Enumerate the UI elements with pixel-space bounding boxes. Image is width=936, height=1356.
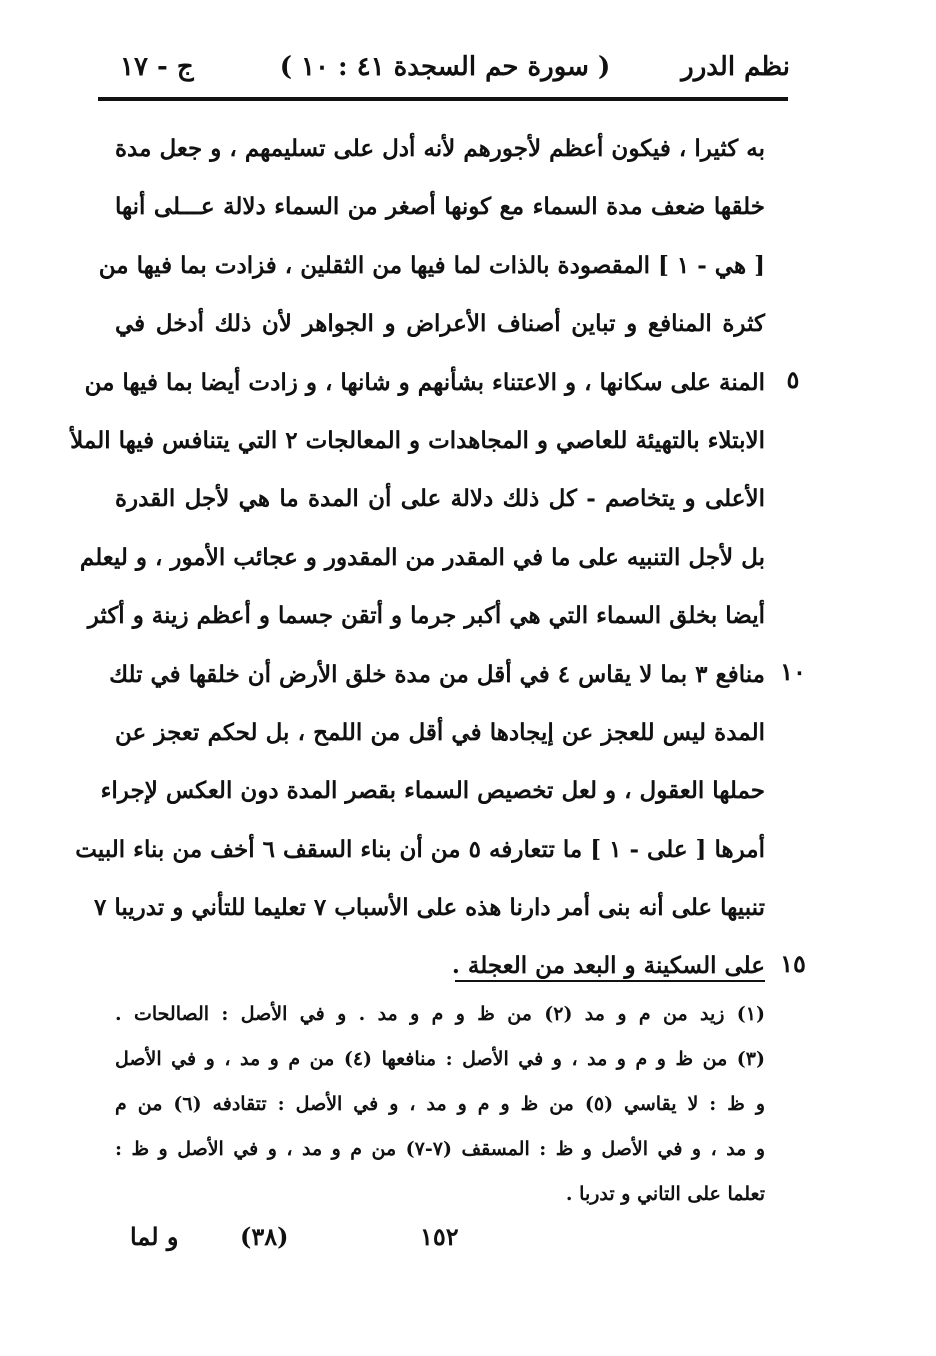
line-number-10: ١٠ [780, 657, 806, 686]
catchword: و لما [130, 1222, 179, 1251]
surah-reference: ( سورة حم السجدة ٤١ : ١٠ ) [279, 52, 611, 82]
text-line: الأعلى و يتخاصم - كل ذلك دلالة على أن المدة ما هي لأجل القدرة [115, 485, 765, 513]
text-line: أيضا بخلق السماء التي هي أكبر جرما و أتقن جسما و أعظم زينة و أكثر [87, 602, 765, 630]
line-number-5: ٥ [786, 365, 800, 394]
text-line: المدة ليس للعجز عن إيجادها في أقل من اللمح ، بل لحكم تعجز عن [115, 718, 765, 746]
signature-mark: (٣٨) [240, 1222, 289, 1251]
header-rule [98, 97, 788, 101]
footnote-line: تعلما على التاني و تدربا . [565, 1183, 765, 1205]
footnote-line: و مد ، و في الأصل و ظ : المسقف (٧-٧) من م و مد ، و في الأصل و ظ : [115, 1138, 765, 1160]
line-number-15: ١٥ [780, 949, 806, 978]
text-line: حملها العقول ، و لعل تخصيص السماء بقصر المدة دون العكس لإجراء [100, 777, 765, 805]
main-text [70, 120, 806, 996]
footnote-line: و ظ : لا يقاسي (٥) من ظ و م و مد ، و في الأصل : تتقادفه (٦) من م [115, 1093, 766, 1115]
footnote-rule [455, 980, 765, 982]
text-line: الابتلاء بالتهيئة للعاصي و المجاهدات و المعالجات ٢ التي يتنافس فيها الملأ [70, 426, 765, 454]
running-header [100, 52, 790, 92]
text-line: بل لأجل التنبيه على ما في المقدر من المقدور و عجائب الأمور ، و ليعلم [79, 543, 765, 571]
footnotes [115, 992, 765, 1217]
volume-number: ج - ١٧ [120, 52, 194, 82]
footnote-line: (١) زيد من م و مد (٢) من ظ و م و مد . و في الأصل : الصالحات . [115, 1003, 765, 1025]
text-line: المنة على سكانها ، و الاعتناء بشأنهم و شانها ، و زادت أيضا بما فيها من [84, 368, 765, 396]
text-line: به كثيرا ، فيكون أعظم لأجورهم لأنه أدل على تسليمهم ، و جعل مدة [115, 135, 765, 162]
text-line: [ هي - ١ ] المقصودة بالذات لما فيها من الثقلين ، فزادت بما فيها من [98, 251, 765, 279]
text-line: أمرها [ على - ١ ] ما تتعارفه ٥ من أن بناء السقف ٦ أخف من بناء البيت [75, 835, 765, 863]
footnote-line: (٣) من ظ و م و مد ، و في الأصل : منافعها (٤) من م و مد ، و في الأصل [115, 1048, 765, 1070]
text-line: على السكينة و البعد من العجلة . [451, 952, 765, 980]
page-number: ١٥٢ [420, 1222, 459, 1251]
text-line: تنبيها على أنه بنى أمر دارنا هذه على الأسباب ٧ تعليما للتأني و تدريبا ٧ [93, 894, 765, 922]
book-title: نظم الدرر [681, 52, 790, 82]
text-line: كثرة المنافع و تباين أصناف الأعراض و الجواهر لأن ذلك أدخل في [115, 310, 765, 338]
text-line: منافع ٣ بما لا يقاس ٤ في أقل من مدة خلق الأرض أن خلقها في تلك [109, 660, 765, 688]
text-line: خلقها ضعف مدة السماء مع كونها أصغر من السماء دلالة عـــلى أنها [115, 193, 765, 221]
page-footer [100, 1222, 790, 1262]
